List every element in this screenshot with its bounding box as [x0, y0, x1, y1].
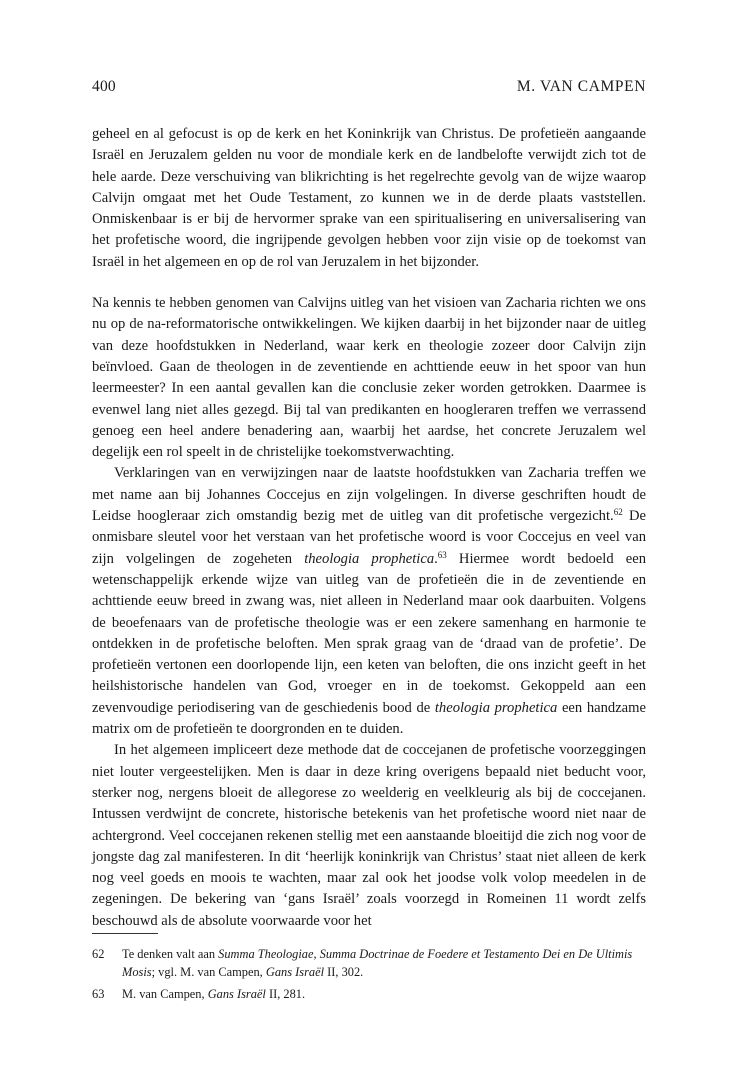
paragraph [92, 463, 646, 740]
paragraph: geheel en al gefocust is op de kerk en het Koninkrijk van Christus. De profetieën aangaande Israël en Jeruzalem gelden nu voor de mondiale kerk en de landbelofte verwijdt zich tot de hele aarde. Deze verschuiving van blikrichting is het regelrechte gevolg van de wijze waarop Calvijn omgaat met het Oude Testament, zo kunnen we in de derde plaats vaststellen. Onmiskenbaar is er bij de hervormer sprake van een spiritualisering en universalisering van het profetische woord, die ingrijpende gevolgen hebben voor zijn visie op de toekomst van Israël in het algemeen en op de rol van Jeruzalem in het bijzonder. [92, 126, 646, 270]
paragraph: Na kennis te hebben genomen van Calvijns uitleg van het visioen van Zacharia richten we ons nu op de na-reformatorische ontwikkelingen. We kijken daarbij in het bijzonder naar de uitleg van deze hoofdstukken in Nederland, waar kerk en theologie zozeer door Calvijn zijn beïnvloed. Gaan de theologen in de zeventiende en achttiende eeuw in het spoor van hun leermeester? In een aantal gevallen kan die conclusie zeker worden getrokken. Daarmee is evenwel lang niet alles gezegd. Bij tal van predikanten en hoogleraren treffen we verrassend genoeg een heel andere benadering aan, waarbij het aardse, het concrete Jeruzalem wel degelijk een rol speelt in de christelijke toekomstverwachting. [92, 295, 646, 461]
footnote-ref-62[interactable]: 62 [613, 507, 623, 518]
text-run: ; vgl. M. van Campen, [151, 965, 266, 979]
italic-term: theologia prophetica [434, 699, 558, 716]
text-run: Verklaringen van en verwijzingen naar de laatste hoofdstukken van Zacharia treffen we met name aan bij Johannes Coccejus en zijn volgelingen. In diverse geschriften houdt de Leidse hoogleraar zich omstandig bezig met de uitleg van dit profetische vergezicht. [92, 465, 646, 525]
page-number: 400 [92, 78, 116, 95]
running-head: M. VAN CAMPEN [516, 78, 646, 95]
italic-title: Gans Israël [207, 987, 266, 1001]
footnote-number: 63 [92, 987, 105, 1001]
text-run: II, 281. [265, 987, 306, 1001]
text-run: II, 302. [324, 965, 364, 979]
text-run: De onmisbare sleutel voor het verstaan van het profetische woord is voor Coccejus en veel van zijn volgelingen de zogeheten [92, 508, 647, 567]
paragraph: In het algemeen impliceert deze methode dat de coccejanen de profetische voorzeggingen niet louter vergeestelijken. Men is daar in deze kring overigens bepaald niet beducht voor, sterker nog, nergens bloeit de allegorese zo weelderig en veelkleurig als bij de coccejanen. Intussen verdwijnt de concrete, historische betekenis van het profetische woord niet naar de achtergrond. Veel coccejanen rekenen stellig met een aanstaande bloeitijd die zich nog voor de jongste dag zal manifesteren. In dit ‘heerlijk koninkrijk van Christus’ staat niet alleen de kerk nog veel goeds en moois te wachten, maar zal ook het joodse volk volop meedelen in de zegeningen. De bekering van ‘gans Israël’ zoals voorzegd in Romeinen 11 wordt zelfs beschouwd als de absolute voorwaarde voor het [92, 742, 646, 929]
footnote-62 [92, 945, 646, 981]
italic-title: Gans Israël [265, 965, 325, 979]
footnotes [92, 945, 646, 1007]
footnote-63 [92, 985, 646, 1003]
italic-term: theologia prophetica [304, 550, 435, 567]
text-run: . [434, 550, 438, 567]
text-run: Hiermee wordt bedoeld een wetenschappelijk erkende wijze van uitleg van de profetieën die in de zeventiende en achttiende eeuw breed in zwang was, niet alleen in Nederland maar ook daarbuiten. Volgens de beoefenaars van de profetische theologie was er een zekere samenhang en harmonie te ontdekken in de profetische beloften. Men sprak graag van de ‘draad van de profetie’. De profetieën vertonen een doorlopende lijn, een keten van beloften, die ons inzicht geeft in het heilshistorische handelen van God, vroeger en in de toekomst. Gekoppeld aan een zevenvoudige periodisering van de geschiedenis bood de [92, 550, 646, 716]
footnote-ref-63[interactable]: 63 [437, 549, 447, 560]
text-run: M. van Campen, [122, 987, 208, 1001]
text-run: Te denken valt aan [122, 947, 219, 961]
body-text [92, 124, 646, 932]
footnote-separator [92, 933, 158, 934]
footnote-number: 62 [92, 947, 105, 961]
italic-title: Summa Theologiae, Summa Doctrinae de Foedere et Testamento Dei en De Ultimis Mosis [122, 947, 633, 979]
text-run: een handzame matrix om de profetieën te doorgronden en te duiden. [92, 699, 646, 738]
